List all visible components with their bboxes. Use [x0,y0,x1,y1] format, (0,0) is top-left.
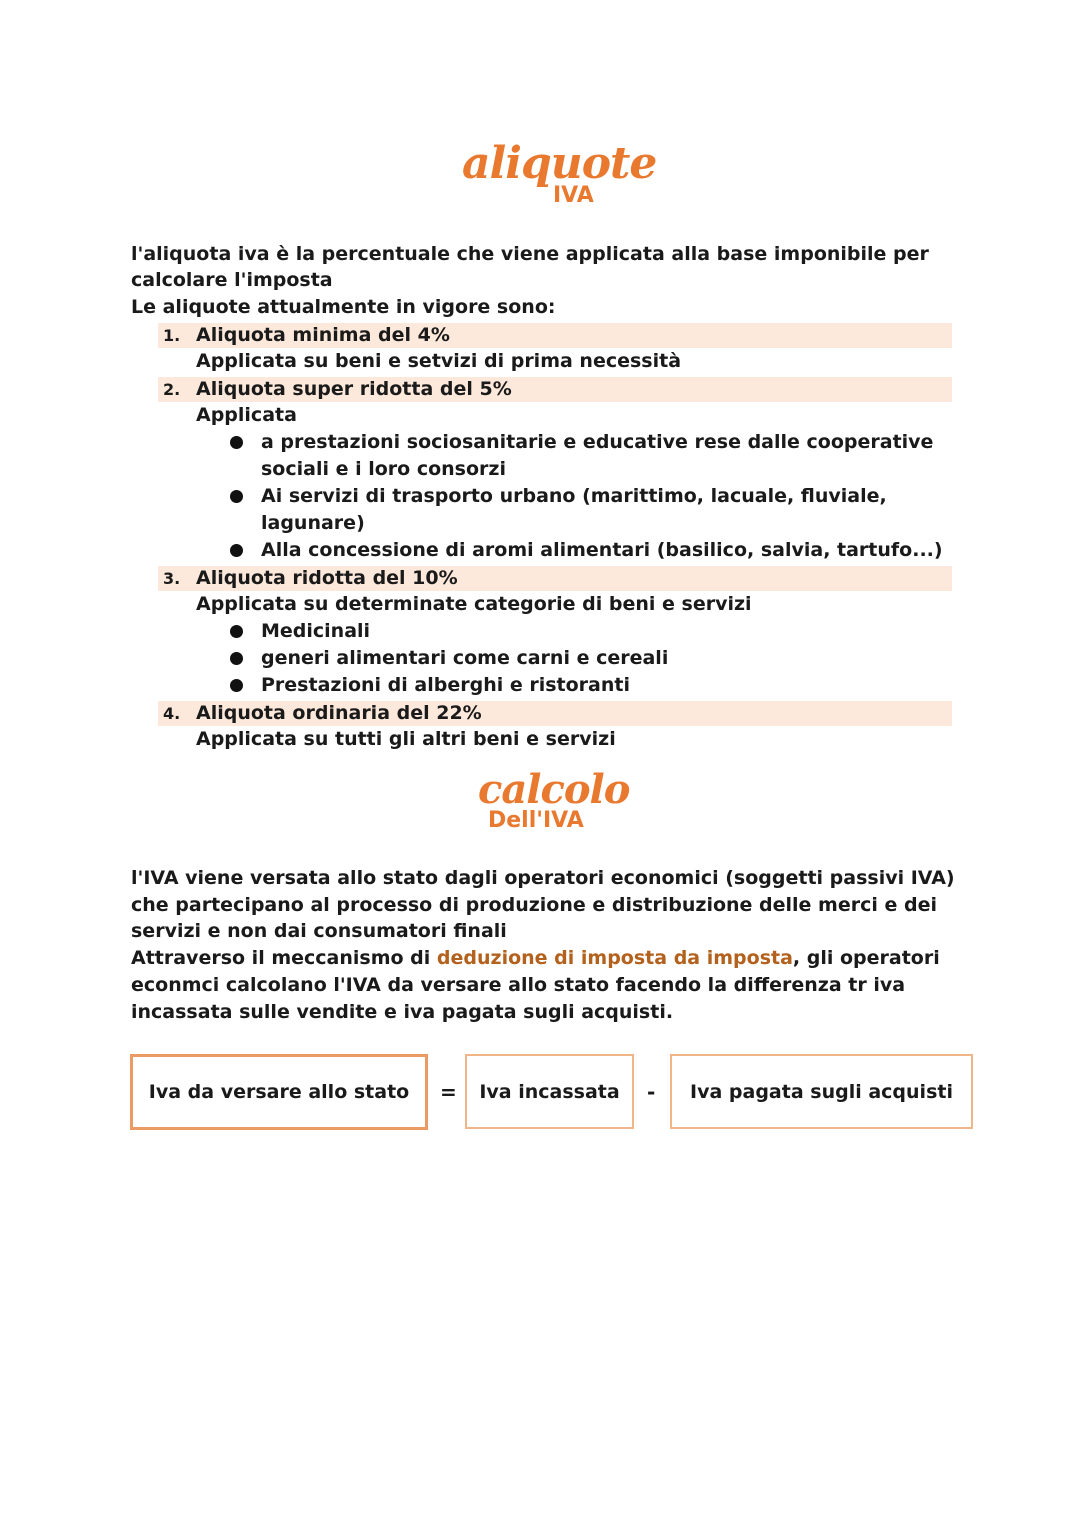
bullet-dot [230,679,243,692]
list-number: 3. [163,569,181,588]
paragraph-line-5: econmci calcolano l'IVA da versare allo stato facendo la differenza tr iva [131,974,906,996]
paragraph-text: Attraverso il meccanismo di [131,947,437,969]
formula-box-iva-incassata: Iva incassata [465,1054,634,1129]
bullet-dot [230,544,243,557]
section-title-calcolo: calcolo [478,766,630,813]
item-desc: Applicata su tutti gli altri beni e servizi [196,728,616,750]
item-title: Aliquota ridotta del 10% [196,567,458,589]
intro-line-1: l'aliquota iva è la percentuale che viene applicata alla base imponibile per [131,243,929,265]
bullet-text: Prestazioni di alberghi e ristoranti [261,674,630,696]
minus-sign: - [647,1080,656,1104]
formula-box-iva-da-versare: Iva da versare allo stato [130,1054,428,1130]
section-title-aliquote: aliquote [462,138,657,189]
bullet-text: a prestazioni sociosanitarie e educative rese dalle cooperative [261,431,934,453]
bullet-text: lagunare) [261,512,365,534]
keyword-highlight: deduzione di imposta da imposta [436,947,793,969]
item-title: Aliquota super ridotta del 5% [196,378,512,400]
intro-line-3: Le aliquote attualmente in vigore sono: [131,296,556,318]
list-number: 4. [163,704,181,723]
list-number: 1. [163,326,181,345]
paragraph-line-1: l'IVA viene versata allo stato dagli operatori economici (soggetti passivi IVA) [131,867,955,889]
section-subtitle-iva: Dell'IVA [488,808,584,833]
item-title: Aliquota minima del 4% [196,324,450,346]
paragraph-text: , gli operatori [792,947,940,969]
item-desc: Applicata su beni e setvizi di prima necessità [196,350,682,372]
bullet-text: generi alimentari come carni e cereali [261,647,669,669]
equals-sign: = [440,1080,457,1104]
item-desc: Applicata [196,404,297,426]
bullet-text: Medicinali [261,620,371,642]
section-subtitle-iva: IVA [553,183,594,208]
paragraph-line-2: che partecipano al processo di produzione e distribuzione delle merci e dei [131,894,938,916]
bullet-dot [230,490,243,503]
formula-box-iva-pagata: Iva pagata sugli acquisti [670,1054,973,1129]
paragraph-line-4 [131,945,940,972]
bullet-dot [230,625,243,638]
bullet-dot [230,436,243,449]
paragraph-line-6: incassata sulle vendite e iva pagata sugli acquisti. [131,1001,674,1023]
bullet-dot [230,652,243,665]
item-title: Aliquota ordinaria del 22% [196,702,482,724]
bullet-text: Ai servizi di trasporto urbano (marittimo, lacuale, fluviale, [261,485,887,507]
item-desc: Applicata su determinate categorie di beni e servizi [196,593,752,615]
intro-line-2: calcolare l'imposta [131,269,333,291]
bullet-text: sociali e i loro consorzi [261,458,506,480]
bullet-text: Alla concessione di aromi alimentari (basilico, salvia, tartufo...) [261,539,943,561]
paragraph-line-3: servizi e non dai consumatori finali [131,920,507,942]
list-number: 2. [163,380,181,399]
